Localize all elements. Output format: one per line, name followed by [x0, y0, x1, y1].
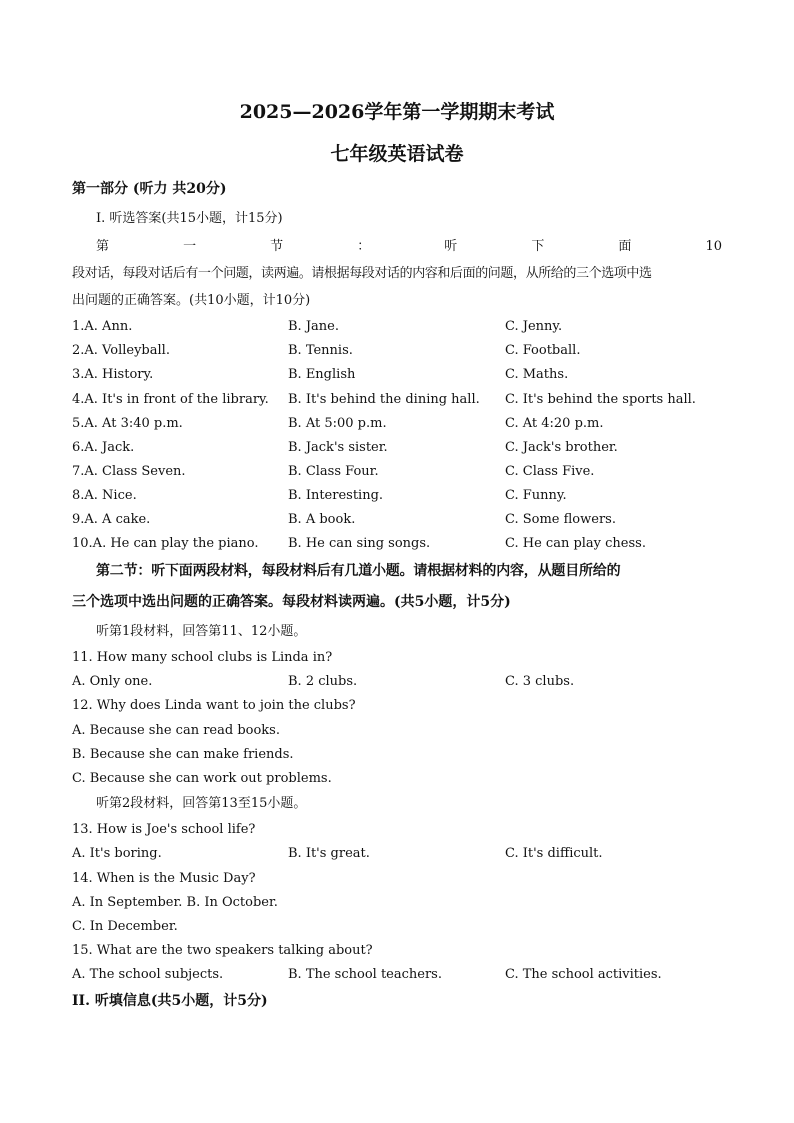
option-c: C. Some flowers. — [505, 512, 616, 527]
option-a: 9.A. A cake. — [72, 512, 151, 527]
option-a: 10.A. He can play the piano. — [72, 536, 259, 551]
option-b: B. Class Four. — [288, 464, 379, 479]
option-c: C. Jack's brother. — [505, 440, 618, 455]
material2-instruction: 听第2段材料，回答第13至15小题。 — [96, 796, 307, 811]
part1-heading: 第一部分 (听力 共20分) — [72, 181, 227, 197]
option-c: C. Because she can work out problems. — [72, 771, 332, 786]
option-a: 2.A. Volleyball. — [72, 343, 170, 358]
option-a: A. It's boring. — [72, 846, 162, 861]
exam-subtitle: 七年级英语试卷 — [330, 143, 464, 165]
question-row — [72, 511, 732, 529]
option-c: C. At 4:20 p.m. — [505, 416, 604, 431]
option-b: B. He can sing songs. — [288, 536, 431, 551]
option-c: C. The school activities. — [505, 967, 662, 982]
question-14: 14. When is the Music Day? — [72, 871, 256, 886]
option-b: B. At 5:00 p.m. — [288, 416, 387, 431]
option-b: B. 2 clubs. — [288, 674, 358, 689]
option-c: C. Maths. — [505, 367, 569, 382]
section2-heading: II. 听填信息(共5小题，计5分) — [72, 993, 268, 1009]
question-row — [72, 391, 732, 409]
option-a: 5.A. At 3:40 p.m. — [72, 416, 183, 431]
question-row — [72, 366, 732, 384]
option-c: C. Jenny. — [505, 319, 563, 334]
exam-title: 2025—2026学年第一学期期末考试 — [239, 101, 555, 123]
option-b: B. It's behind the dining hall. — [288, 392, 480, 407]
option-c: C. Funny. — [505, 488, 567, 503]
sec2-intro-line1: 第二节：听下面两段材料，每段材料后有几道小题。请根据材料的内容，从题目所给的 — [96, 563, 621, 579]
question-row — [72, 342, 732, 360]
option-b: B. It's great. — [288, 846, 370, 861]
option-a: 8.A. Nice. — [72, 488, 137, 503]
question-11: 11. How many school clubs is Linda in? — [72, 650, 333, 665]
question-row — [72, 966, 732, 984]
option-a: 1.A. Ann. — [72, 319, 133, 334]
option-a: A. Because she can read books. — [72, 723, 280, 738]
question-row — [72, 535, 732, 553]
option-b: B. Jane. — [288, 319, 339, 334]
option-c: C. 3 clubs. — [505, 674, 575, 689]
question-13: 13. How is Joe's school life? — [72, 822, 256, 837]
intro-word: 第 — [96, 239, 110, 254]
question-row — [72, 487, 732, 505]
option-a: A. The school subjects. — [72, 967, 224, 982]
material1-instruction: 听第1段材料，回答第11、12小题。 — [96, 624, 307, 639]
option-a: 3.A. History. — [72, 367, 154, 382]
intro-word: 一 — [183, 239, 197, 254]
question-row — [72, 415, 732, 433]
intro-word: 听 — [444, 239, 458, 254]
intro-word: 节 — [270, 239, 284, 254]
question-row — [72, 463, 732, 481]
question-row — [72, 439, 732, 457]
option-c: C. It's difficult. — [505, 846, 603, 861]
sec1-intro-line1 — [96, 238, 722, 256]
option-b: B. English — [288, 367, 356, 382]
option-c: C. Football. — [505, 343, 581, 358]
question-row — [72, 318, 732, 336]
question-12: 12. Why does Linda want to join the clubs? — [72, 698, 356, 713]
option-c: C. Class Five. — [505, 464, 595, 479]
sec1-intro-line3: 出问题的正确答案。(共10小题，计10分) — [72, 293, 311, 308]
option-b: B. Interesting. — [288, 488, 384, 503]
option-b: B. Tennis. — [288, 343, 353, 358]
option-a: 7.A. Class Seven. — [72, 464, 186, 479]
sec1-intro-line2: 段对话，每段对话后有一个问题，读两遍。请根据每段对话的内容和后面的问题，从所给的三个选项中选 — [72, 266, 652, 281]
option-c: C. He can play chess. — [505, 536, 646, 551]
section1-heading: I. 听选答案(共15小题，计15分) — [96, 211, 283, 226]
intro-word: 下 — [531, 239, 545, 254]
intro-word: 10 — [705, 239, 722, 254]
option-a: A. Only one. — [72, 674, 153, 689]
question-15: 15. What are the two speakers talking about? — [72, 943, 373, 958]
option-ab: A. In September. B. In October. — [72, 895, 278, 910]
option-b: B. Because she can make friends. — [72, 747, 294, 762]
option-a: 4.A. It's in front of the library. — [72, 392, 269, 407]
intro-word: ： — [357, 239, 371, 254]
question-row — [72, 673, 732, 691]
option-b: B. A book. — [288, 512, 356, 527]
option-c: C. It's behind the sports hall. — [505, 392, 696, 407]
intro-word: 面 — [618, 239, 632, 254]
option-b: B. Jack's sister. — [288, 440, 388, 455]
option-a: 6.A. Jack. — [72, 440, 135, 455]
option-b: B. The school teachers. — [288, 967, 442, 982]
question-row — [72, 845, 732, 863]
option-c: C. In December. — [72, 919, 178, 934]
sec2-intro-line2: 三个选项中选出问题的正确答案。每段材料读两遍。(共5小题，计5分) — [72, 594, 511, 610]
